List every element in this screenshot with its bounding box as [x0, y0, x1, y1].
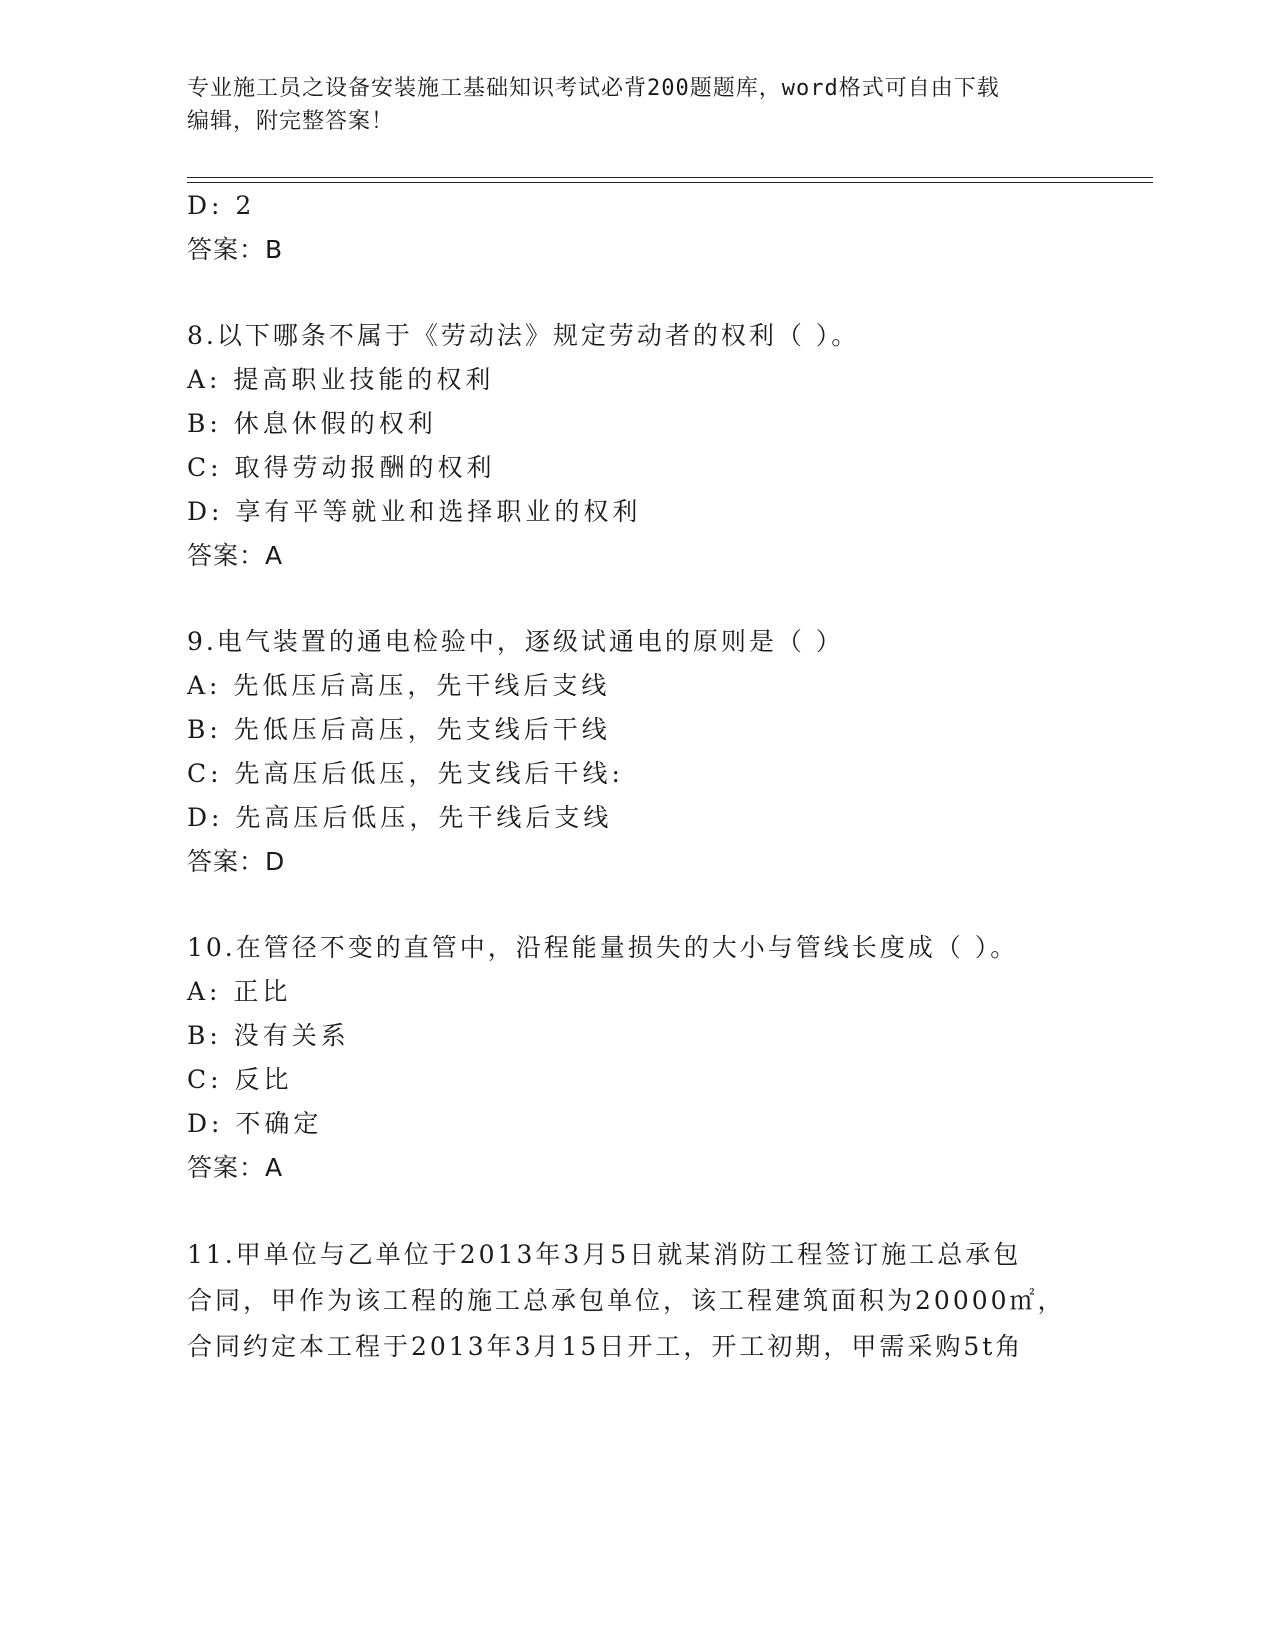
- q11-stem-line-1: 11.甲单位与乙单位于2013年3月5日就某消防工程签订施工总承包: [187, 1240, 1022, 1269]
- document-header: [187, 72, 1067, 138]
- q10-option-c: C: 反比: [187, 1065, 293, 1094]
- q9-answer: 答案：D: [187, 847, 286, 876]
- q9-option-b: B: 先低压后高压，先支线后干线: [187, 715, 611, 744]
- header-rule-bottom: [187, 182, 1153, 183]
- q10-option-b: B: 没有关系: [187, 1021, 350, 1050]
- header-rule-top: [187, 177, 1153, 178]
- q8-answer: 答案：A: [187, 541, 284, 570]
- q9-option-d: D: 先高压后低压，先干线后支线: [187, 803, 613, 832]
- header-line-2: 编辑，附完整答案！: [187, 109, 395, 134]
- q11-stem: [187, 1232, 1067, 1370]
- q8-option-a: A: 提高职业技能的权利: [187, 365, 495, 394]
- q10-answer: 答案：A: [187, 1153, 284, 1182]
- q8-option-c: C: 取得劳动报酬的权利: [187, 453, 496, 482]
- q9-option-c: C: 先高压后低压，先支线后干线:: [187, 759, 624, 788]
- q9-option-a: A: 先低压后高压，先干线后支线: [187, 671, 611, 700]
- q10-stem: 10.在管径不变的直管中，沿程能量损失的大小与管线长度成（ ）。: [187, 933, 1019, 962]
- q10-option-a: A: 正比: [187, 977, 292, 1006]
- header-line-1: 专业施工员之设备安装施工基础知识考试必背200题题库，word格式可自由下载: [187, 76, 1000, 101]
- q10-option-d: D: 不确定: [187, 1109, 323, 1138]
- q8-option-d: D: 享有平等就业和选择职业的权利: [187, 497, 642, 526]
- q7-answer: 答案：B: [187, 235, 284, 264]
- q8-option-b: B: 休息休假的权利: [187, 409, 437, 438]
- q11-stem-line-3: 合同约定本工程于2013年3月15日开工，开工初期，甲需采购5t角: [187, 1332, 1024, 1361]
- q8-stem: 8.以下哪条不属于《劳动法》规定劳动者的权利（ ）。: [187, 321, 860, 350]
- q9-stem: 9.电气装置的通电检验中，逐级试通电的原则是（ ）: [187, 627, 844, 656]
- q7-option-d: D: 2: [187, 191, 256, 220]
- q11-stem-line-2: 合同，甲作为该工程的施工总承包单位，该工程建筑面积为20000㎡，: [187, 1286, 1066, 1315]
